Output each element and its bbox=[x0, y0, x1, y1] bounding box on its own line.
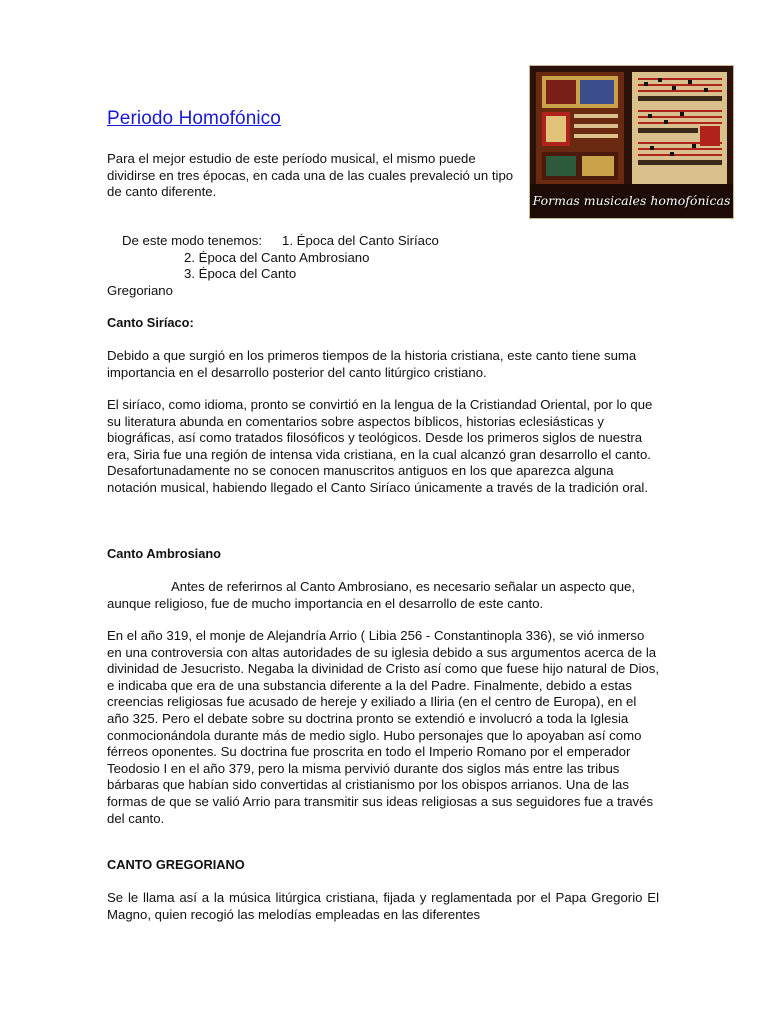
image-caption: Formas musicales homofónicas bbox=[532, 193, 731, 208]
list-item: 2. Época del Canto Ambrosiano bbox=[184, 249, 370, 265]
gregoriano-paragraph-1: Se le llama así a la música litúrgica cristiana, fijada y reglamentada por el Papa Gregorio El Magno, quien recogió las melodías empleadas en las diferentes bbox=[107, 890, 659, 922]
section-heading-ambrosiano: Canto Ambrosiano bbox=[107, 546, 221, 561]
list-row bbox=[107, 250, 439, 267]
list-row bbox=[107, 283, 439, 300]
intro-paragraph: Para el mejor estudio de este período musical, el mismo puede dividirse en tres épocas, en cada una de las cuales prevaleció un tipo de canto diferente. bbox=[107, 151, 514, 200]
siriaco-paragraph-2: El siríaco, como idioma, pronto se convirtió en la lengua de la Cristiandad Oriental, por lo que su literatura abunda en comentarios sobre aspectos bíblicos, historias eclesiásticas y biográficas, así como tratados filosóficos y teológicos. Desde los primeros siglos de nuestra era, Siria fue una región de intensa vida cristiana, en la cual alcanzó gran desarrollo el canto. Desafortunadamente no se conocen manuscritos antiguos en los que aparezca alguna notación musical, habiendo llegado el Canto Siríaco únicamente a través de la tradición oral. bbox=[107, 397, 653, 495]
manuscript-image bbox=[529, 65, 734, 219]
list-row bbox=[107, 233, 439, 250]
section-heading-gregoriano: CANTO GREGORIANO bbox=[107, 857, 245, 872]
list-row bbox=[107, 266, 439, 283]
siriaco-paragraph-1: Debido a que surgió en los primeros tiempos de la historia cristiana, este canto tiene suma importancia en el desarrollo posterior del canto litúrgico cristiano. bbox=[107, 348, 637, 380]
list-item: 3. Época del Canto bbox=[184, 266, 297, 282]
ambrosiano-paragraph-2: En el año 319, el monje de Alejandría Arrio ( Libia 256 - Constantinopla 336), se vió inmerso en una controversia con altas autoridades de su iglesia debido a sus argumentos acerca de la divinidad de Jesucristo. Negaba la divinidad de Cristo así como que fuese hijo natural de Dios, e indicaba que era de una substancia diferente a la del Padre. Finalmente, debido a estas creencias religiosas fue acusado de hereje y exiliado a Iliria (en el centro de Europa), en el año 325. Pero el debate sobre su doctrina pronto se extendió e involucró a toda la Iglesia conmocionándola durante más de medio siglo. Hubo personajes que lo apoyaban así como férreos oponentes. Su doctrina fue proscrita en todo el Imperio Romano por el emperador Teodosio I en el año 379, pero la misma pervivió durante dos siglos más entre las tribus bárbaras que habían sido convertidas al cristianismo por los obispos arrianos. Una de las formas de que se valió Arrio para transmitir sus ideas religiosas a sus seguidores fue a través del canto. bbox=[107, 628, 659, 826]
list-item: Gregoriano bbox=[107, 282, 173, 298]
list-item: 1. Época del Canto Siríaco bbox=[282, 233, 439, 248]
list-lead: De este modo tenemos: bbox=[122, 233, 263, 248]
epochs-list bbox=[107, 233, 439, 299]
ambrosiano-paragraph-1: Antes de referirnos al Canto Ambrosiano, es necesario señalar un aspecto que, aunque religioso, fue de mucho importancia en el desarrollo de este canto. bbox=[107, 579, 636, 611]
page-title[interactable]: Periodo Homofónico bbox=[107, 108, 281, 129]
section-heading-siriaco: Canto Siríaco: bbox=[107, 315, 194, 330]
